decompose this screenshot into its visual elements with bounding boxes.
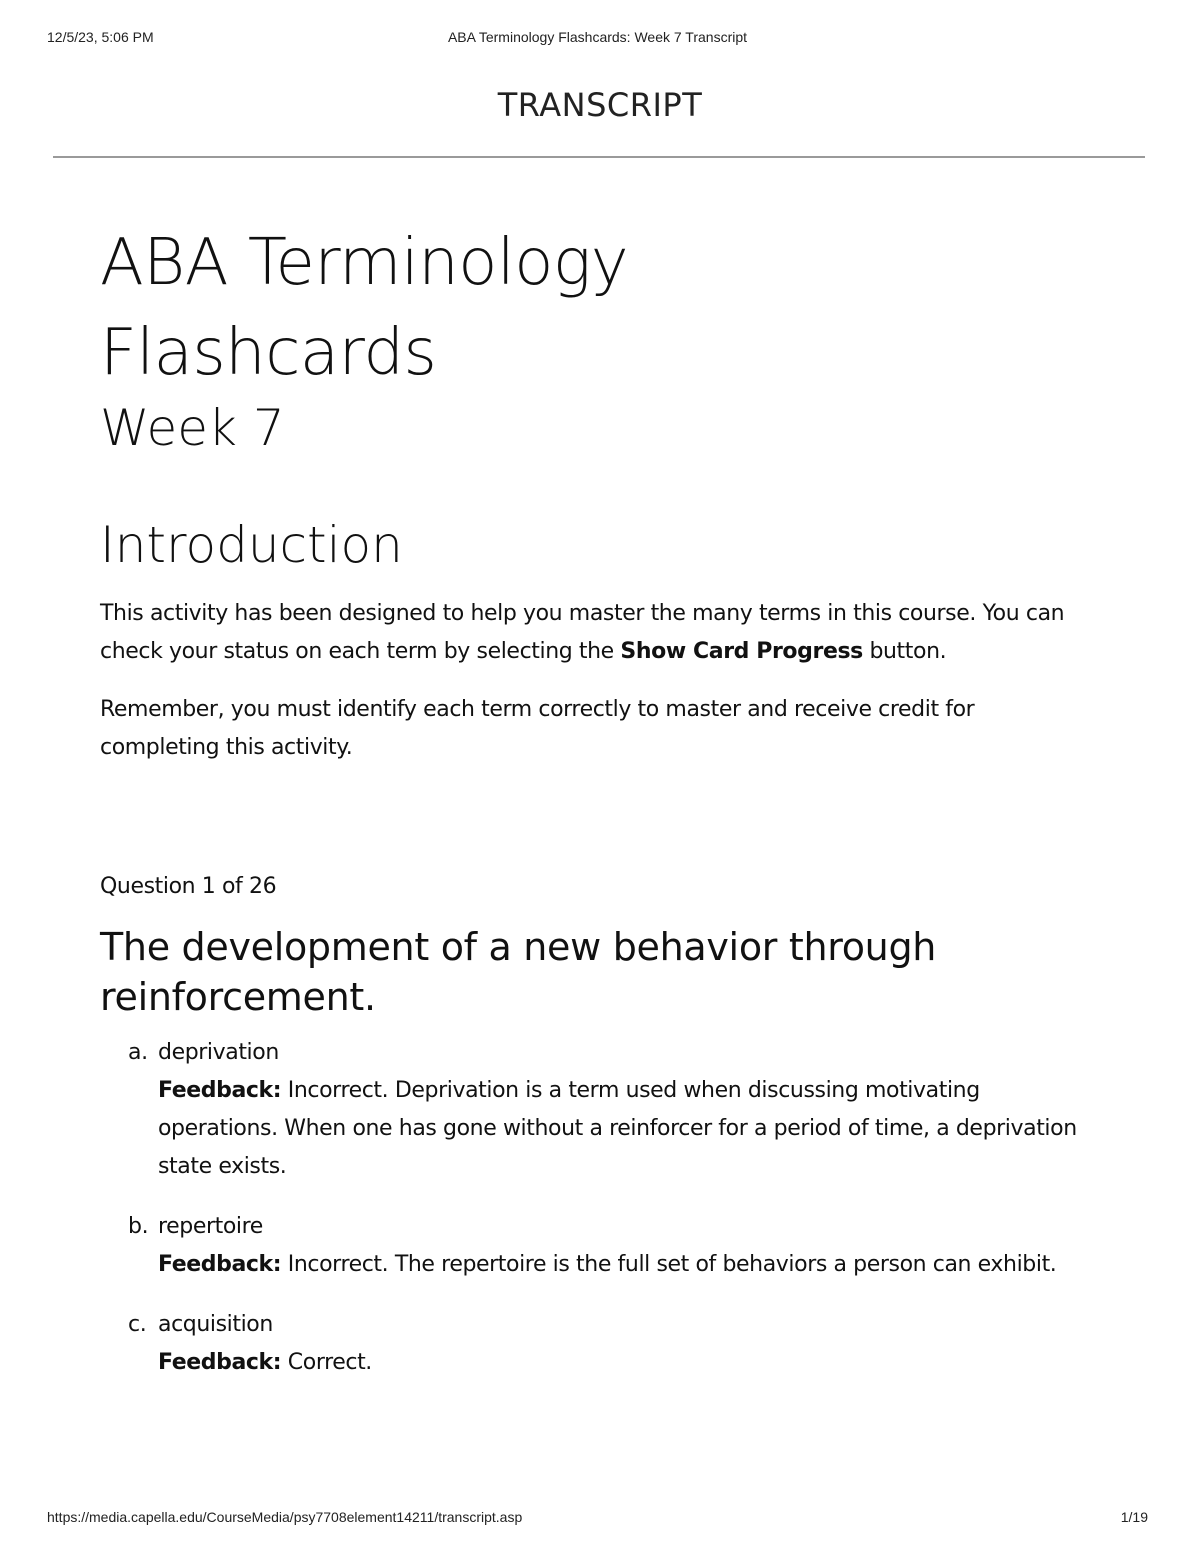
question-section bbox=[100, 872, 1100, 1382]
introduction-section bbox=[100, 515, 1100, 767]
introduction-paragraph-1 bbox=[100, 595, 1100, 671]
answer-marker: a. bbox=[128, 1040, 148, 1065]
introduction-paragraph-2: Remember, you must identify each term correctly to master and receive credit for completing this activity. bbox=[100, 697, 975, 760]
document-title bbox=[100, 218, 1100, 398]
answer-option bbox=[100, 1306, 1100, 1382]
transcript-banner: TRANSCRIPT bbox=[497, 86, 703, 124]
document-title-line1: ABA Terminology bbox=[100, 226, 629, 300]
intro-p1-text: This activity has been designed to help you master the many terms in this course. You can check your status on each term by selecting the bbox=[100, 601, 1065, 664]
answer-list bbox=[100, 1034, 1100, 1382]
answer-marker: b. bbox=[128, 1214, 149, 1239]
feedback-text: Incorrect. The repertoire is the full set of behaviors a person can exhibit. bbox=[287, 1252, 1057, 1277]
question-prompt: The development of a new behavior through reinforcement. bbox=[100, 925, 937, 1019]
feedback-text: Correct. bbox=[287, 1350, 372, 1375]
print-page-number: 1/19 bbox=[1120, 1509, 1148, 1525]
print-footer bbox=[47, 1509, 1148, 1527]
document-title-line2: Flashcards bbox=[100, 316, 437, 390]
print-url[interactable]: https://media.capella.edu/CourseMedia/psy7708element14211/transcript.asp bbox=[47, 1509, 523, 1525]
answer-feedback bbox=[158, 1344, 1100, 1382]
show-card-progress-reference: Show Card Progress bbox=[620, 639, 863, 664]
answer-term: repertoire bbox=[158, 1214, 263, 1239]
answer-term: deprivation bbox=[158, 1040, 279, 1065]
intro-p1-text-end: button. bbox=[862, 639, 947, 664]
feedback-text: Incorrect. Deprivation is a term used when discussing motivating operations. When one has gone without a reinforcer for a period of time, a deprivation state exists. bbox=[158, 1078, 1077, 1179]
answer-option bbox=[100, 1208, 1100, 1284]
print-header bbox=[47, 29, 1148, 47]
transcript-content bbox=[100, 218, 1100, 1404]
print-datetime: 12/5/23, 5:06 PM bbox=[47, 29, 154, 45]
answer-term: acquisition bbox=[158, 1312, 273, 1337]
question-counter: Question 1 of 26 bbox=[100, 874, 277, 899]
header-divider bbox=[53, 156, 1145, 158]
feedback-label: Feedback: bbox=[158, 1078, 282, 1103]
feedback-label: Feedback: bbox=[158, 1350, 282, 1375]
introduction-heading: Introduction bbox=[100, 516, 403, 574]
print-page-title: ABA Terminology Flashcards: Week 7 Transcript bbox=[447, 29, 748, 45]
answer-option bbox=[100, 1034, 1100, 1186]
answer-marker: c. bbox=[128, 1312, 147, 1337]
answer-feedback bbox=[158, 1072, 1100, 1186]
answer-feedback bbox=[158, 1246, 1100, 1284]
feedback-label: Feedback: bbox=[158, 1252, 282, 1277]
document-subtitle: Week 7 bbox=[100, 399, 285, 457]
